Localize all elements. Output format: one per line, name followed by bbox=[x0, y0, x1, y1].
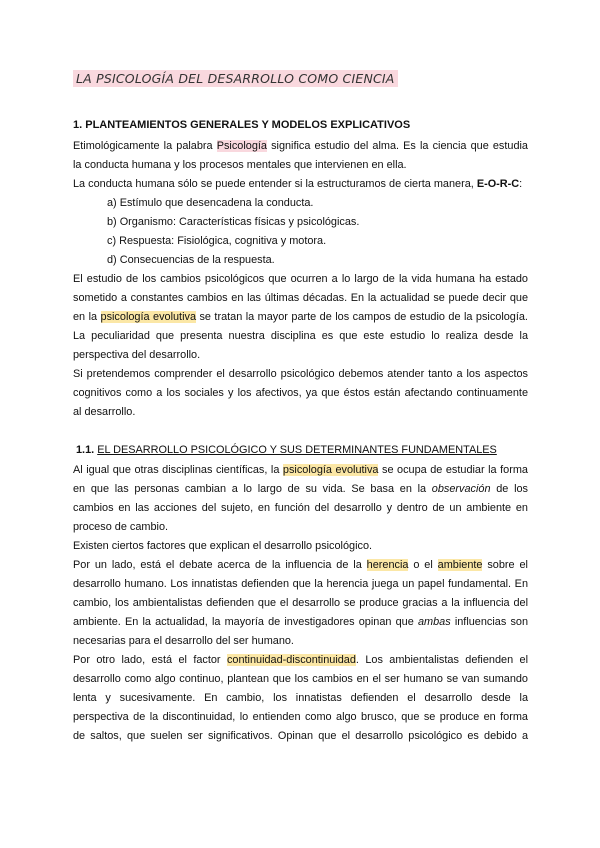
paragraph-line: sometido a constantes cambios en las últimas décadas. En la actualidad se puede decir que bbox=[73, 292, 528, 304]
paragraph-line: cambios en las acciones del sujeto, en función del desarrollo y dentro de un ambiente en bbox=[73, 502, 528, 514]
list-item: d) Consecuencias de la respuesta. bbox=[107, 254, 275, 266]
highlight: Psicología bbox=[216, 140, 267, 152]
highlight: psicología evolutiva bbox=[100, 311, 196, 323]
paragraph-line: de saltos, que suelen ser significativos. Opinan que el desarrollo psicológico es debido a bbox=[73, 730, 528, 742]
paragraph-line: Etimológicamente la palabra Psicología significa estudio del alma. Es la ciencia que estudia bbox=[73, 140, 528, 152]
paragraph-line: Por un lado, está el debate acerca de la influencia de la herencia o el ambiente sobre el bbox=[73, 559, 528, 571]
paragraph-line: Al igual que otras disciplinas científicas, la psicología evolutiva se ocupa de estudiar la forma bbox=[73, 464, 528, 476]
paragraph-line: desarrollo como algo continuo, plantean que los cambios en el ser humano se van sumando bbox=[73, 673, 528, 685]
subsection-heading: 1.1. EL DESARROLLO PSICOLÓGICO Y SUS DETERMINANTES FUNDAMENTALES bbox=[76, 444, 497, 456]
paragraph-line: cambio, los ambientalistas defienden que el desarrollo se produce gracias a la influencia del bbox=[73, 597, 528, 609]
highlight: psicología evolutiva bbox=[282, 464, 379, 476]
paragraph-line: necesarias para el desarrollo del ser humano. bbox=[73, 635, 294, 647]
paragraph-line: Existen ciertos factores que explican el desarrollo psicológico. bbox=[73, 540, 373, 552]
highlight: continuidad-discontinuidad bbox=[226, 654, 356, 666]
paragraph-line: La conducta humana sólo se puede entender si la estructuramos de cierta manera, E-O-R-C: bbox=[73, 178, 523, 190]
document-title: LA PSICOLOGÍA DEL DESARROLLO COMO CIENCIA bbox=[73, 71, 398, 86]
paragraph-line: La peculiaridad que presenta nuestra disciplina es que este estudio lo realiza desde la bbox=[73, 330, 528, 342]
section-heading: 1. PLANTEAMIENTOS GENERALES Y MODELOS EXPLICATIVOS bbox=[73, 119, 411, 131]
paragraph-line: ambiente. En la actualidad, la mayoría de investigadores opinan que ambas influencias son bbox=[73, 616, 528, 628]
paragraph-line: lenta y sucesivamente. En cambio, los innatistas defienden el desarrollo desde la bbox=[73, 692, 528, 704]
highlight: herencia bbox=[366, 559, 409, 571]
paragraph-line: perspectiva de la discontinuidad, lo entienden como algo brusco, que se produce en forma bbox=[73, 711, 528, 723]
highlight: ambiente bbox=[437, 559, 483, 571]
list-item: b) Organismo: Características físicas y psicológicas. bbox=[107, 216, 360, 228]
paragraph-line: El estudio de los cambios psicológicos que ocurren a lo largo de la vida humana ha estado bbox=[73, 273, 528, 285]
paragraph-line: al desarrollo. bbox=[73, 406, 136, 418]
paragraph-line: en la psicología evolutiva se tratan la mayor parte de los campos de estudio de la psicología. bbox=[73, 311, 528, 323]
paragraph-line: desarrollo humano. Los innatistas defienden que la herencia juega un papel fundamental. En bbox=[73, 578, 528, 590]
list-item: c) Respuesta: Fisiológica, cognitiva y motora. bbox=[107, 235, 327, 247]
paragraph-line: Por otro lado, está el factor continuidad-discontinuidad. Los ambientalistas defienden el bbox=[73, 654, 528, 666]
paragraph-line: en que las personas cambian a lo largo de su vida. Se basa en la observación de los bbox=[73, 483, 528, 495]
paragraph-line: proceso de cambio. bbox=[73, 521, 169, 533]
paragraph-line: perspectiva del desarrollo. bbox=[73, 349, 201, 361]
list-item: a) Estímulo que desencadena la conducta. bbox=[107, 197, 314, 209]
paragraph-line: cognitivos como a los sociales y los afectivos, ya que éstos están afectando continuamente bbox=[73, 387, 528, 399]
paragraph-line: la conducta humana y los procesos mentales que intervienen en ella. bbox=[73, 159, 407, 171]
paragraph-line: Si pretendemos comprender el desarrollo psicológico debemos atender tanto a los aspectos bbox=[73, 368, 528, 380]
